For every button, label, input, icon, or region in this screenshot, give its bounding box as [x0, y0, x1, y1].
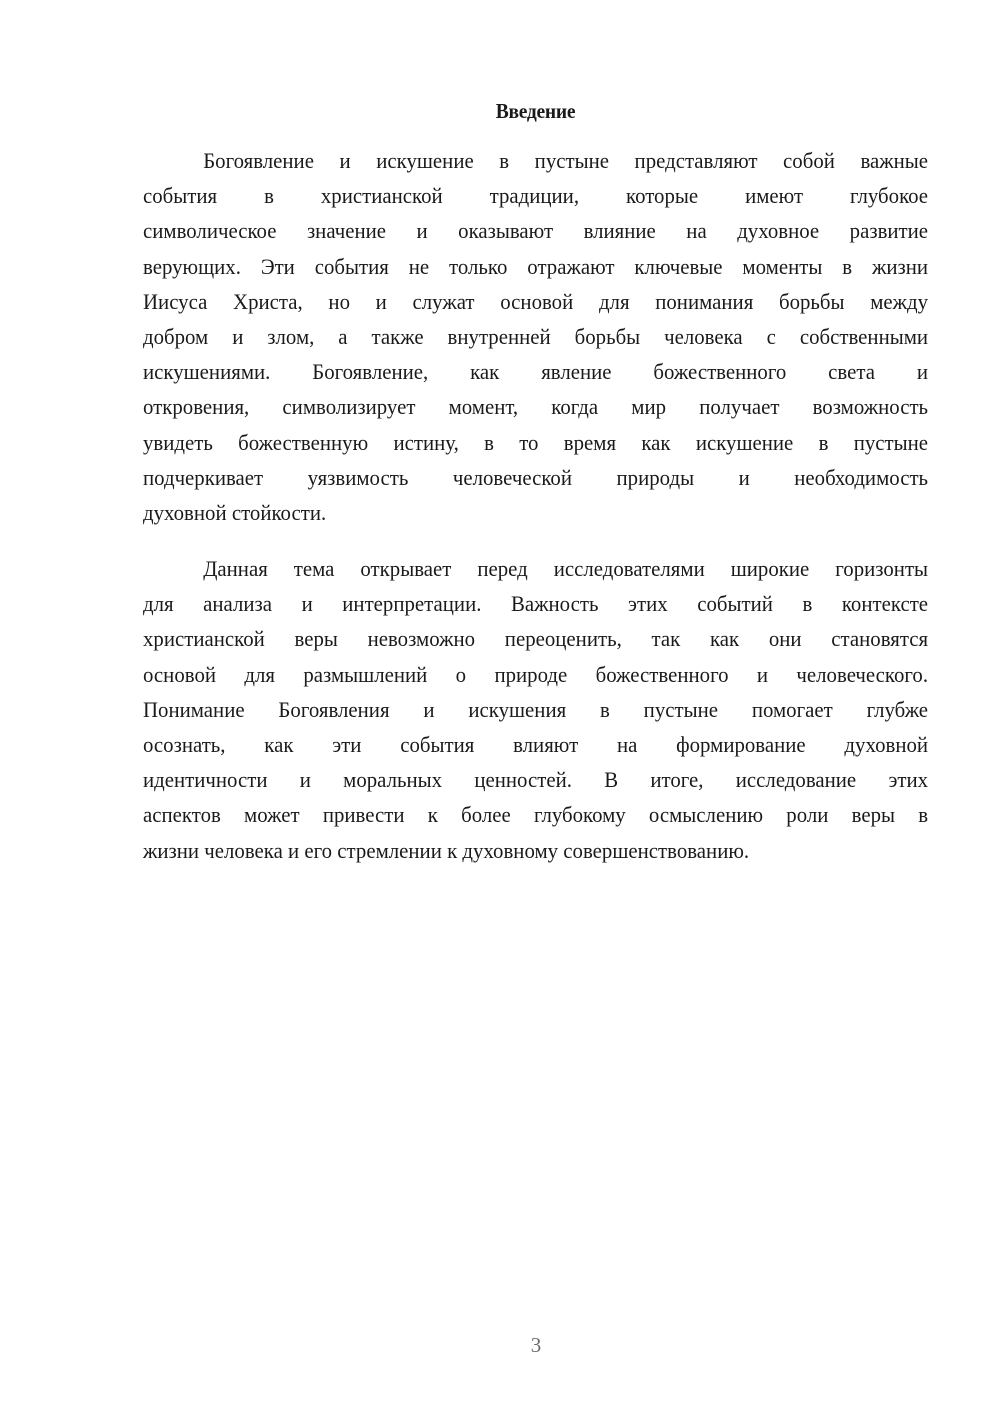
- text-line: христианской веры невозможно переоценить, так как они становятся: [143, 626, 929, 652]
- text-line: события в христианской традиции, которые имеют глубокое: [143, 183, 929, 209]
- text-line: увидеть божественную истину, в то время как искушение в пустыне: [143, 429, 929, 455]
- text-line: символическое значение и оказывают влияние на духовное развитие: [143, 218, 929, 244]
- section-heading: Введение: [495, 99, 576, 123]
- page-number: 3: [530, 1333, 542, 1357]
- text-line: Иисуса Христа, но и служат основой для понимания борьбы между: [143, 288, 929, 314]
- text-line: откровения, символизирует момент, когда мир получает возможность: [143, 394, 929, 420]
- text-line: для анализа и интерпретации. Важность этих событий в контексте: [143, 591, 929, 617]
- text-line: верующих. Эти события не только отражают ключевые моменты в жизни: [143, 253, 929, 279]
- text-line: жизни человека и его стремлении к духовному совершенствованию.: [143, 837, 750, 863]
- text-line: идентичности и моральных ценностей. В итоге, исследование этих: [143, 767, 929, 793]
- text-line: подчеркивает уязвимость человеческой природы и необходимость: [143, 464, 929, 490]
- text-line: искушениями. Богоявление, как явление божественного света и: [143, 359, 929, 385]
- paragraph-1: [143, 143, 928, 530]
- text-line: основой для размышлений о природе божественного и человеческого.: [143, 661, 929, 687]
- paragraph-2: [143, 551, 928, 868]
- text-line: духовной стойкости.: [143, 499, 327, 525]
- text-line: добром и злом, а также внутренней борьбы человека с собственными: [143, 323, 929, 349]
- text-line: Богоявление и искушение в пустыне представляют собой важные: [203, 148, 929, 173]
- text-line: Данная тема открывает перед исследователями широкие горизонты: [203, 556, 929, 581]
- text-line: аспектов может привести к более глубокому осмыслению роли веры в: [143, 802, 929, 828]
- text-line: Понимание Богоявления и искушения в пустыне помогает глубже: [143, 696, 929, 722]
- text-line: осознать, как эти события влияют на формирование духовной: [143, 731, 929, 757]
